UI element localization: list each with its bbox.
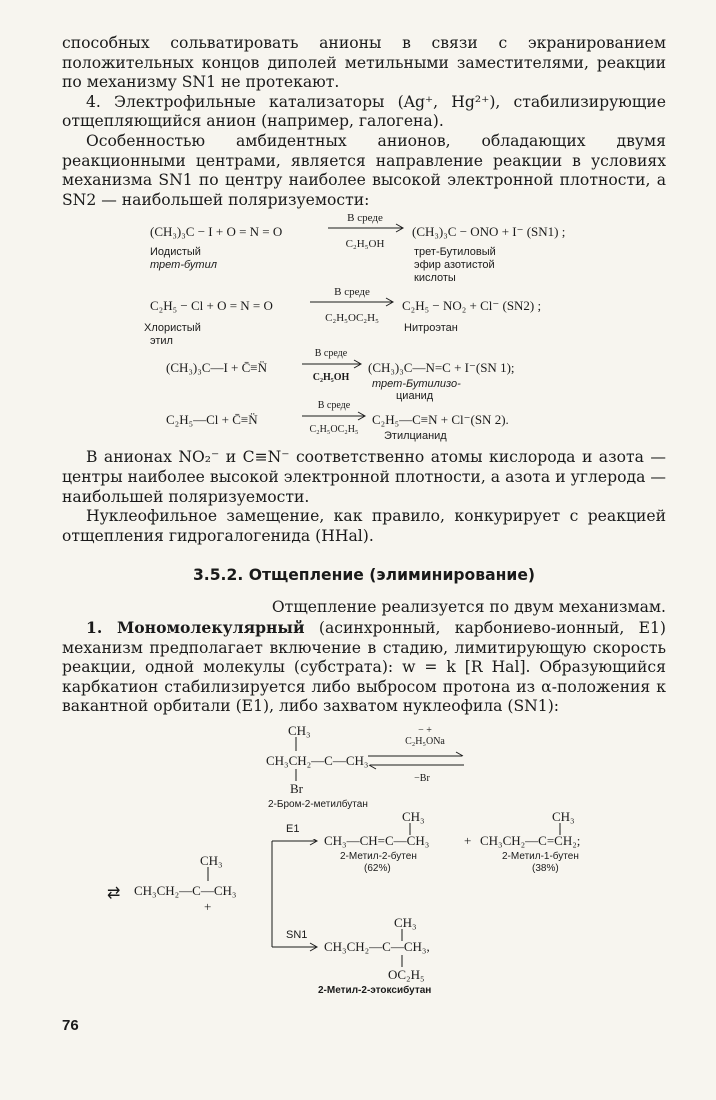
r1-below: C₂H₅OH (345, 238, 385, 251)
s2-sn1-label: SN1 (286, 928, 308, 941)
s1-equilibrium-arrow (368, 749, 466, 773)
r3-name-right-2: цианид (396, 390, 434, 403)
r4-right: C₂H₅—C≡N + Cl⁻(SN 2). (372, 412, 509, 428)
s1-main: CH₃CH₂—C—CH₃ (266, 752, 369, 768)
r2-left: C₂H₅ − Cl + O = N = O (150, 298, 273, 314)
paragraph-7-bold: 1. Мономолекулярный (86, 617, 305, 637)
r1-name-right-1: трет-Бутиловый (414, 246, 496, 259)
r1-above: В среде (347, 212, 383, 225)
paragraph-7-text: (асинхронный, карбониево-ионный, E1) механизм предполагает включение в стадию, лимитирующую скорость реакции, одной молекулы (субстрата): w = k [R Hal]. Образующийся карбкатион стабилизируется либо выбросом протона из α-положения к вакантной орбитали (E1), либо захватом нуклеофила (SN1): (62, 618, 666, 716)
s2-prod3-oet: OC₂H₅ (388, 966, 425, 982)
r4-name-right-1: Этилцианид (384, 430, 447, 443)
r1-name-left-1: Иодистый (150, 246, 201, 259)
r2-name-left-1: Хлористый (144, 322, 201, 335)
s2-prod2-name: 2-Метил-1-бутен (502, 850, 579, 862)
s2-prod1-name: 2-Метил-2-бутен (340, 850, 417, 862)
s1-ch3-top: CH₃ (288, 722, 311, 738)
s1-fwd-charges: − + (418, 724, 432, 736)
s2-prod1: CH₃—CH=C—CH₃ (324, 832, 430, 848)
paragraph-6: Отщепление реализуется по двум механизмам. (271, 598, 666, 617)
s2-prod3: CH₃CH₂—C—CH₃, (324, 938, 430, 954)
page-number: 76 (62, 1017, 79, 1034)
r2-name-left-2: этил (150, 335, 173, 348)
r4-below: C₂H₅OC₂H₅ (309, 424, 359, 436)
r2-name-right-1: Нитроэтан (404, 322, 458, 335)
ambident-reactions (62, 214, 666, 448)
s2-prod2-ch3: CH₃ (552, 808, 575, 824)
s1-br: Br (290, 780, 303, 796)
r4-arrow (302, 410, 368, 422)
r3-name-right-1: трет-Бутилизо- (372, 378, 461, 391)
s2-e1-label: E1 (286, 822, 300, 835)
s1-back: −Br (414, 772, 430, 784)
paragraph-7 (62, 618, 666, 717)
r1-name-left-2: трет-бутил (150, 259, 217, 272)
s2-prod2-yield: (38%) (532, 862, 559, 874)
s1-bond-up (294, 737, 298, 753)
r3-below: C₂H₅OH (312, 372, 350, 384)
s2-cation: CH₃CH₂—C—CH₃ (134, 882, 237, 898)
s2-prod1-yield: (62%) (364, 862, 391, 874)
elimination-scheme (62, 723, 666, 1015)
r3-above: В среде (314, 348, 348, 360)
section-heading: 3.5.2. Отщепление (элиминирование) (192, 566, 536, 585)
r1-right: (CH₃)₃C − ONO + I⁻ (SN1) ; (412, 224, 566, 240)
r2-arrow (310, 296, 396, 308)
r4-above: В среде (317, 400, 351, 412)
s2-cation-bond (206, 867, 210, 883)
paragraph-5: Нуклеофильное замещение, как правило, конкурирует с реакцией отщепления гидрогалогенида (HHal). (62, 507, 666, 545)
page-body (62, 34, 666, 1015)
s2-prod3-name: 2-Метил-2-этоксибутан (318, 984, 432, 996)
r1-name-right-3: кислоты (414, 272, 456, 285)
s2-prod1-ch3: CH₃ (402, 808, 425, 824)
r4-left: C₂H₅—Cl + C̄≡N̈ (166, 412, 258, 428)
r2-above: В среде (334, 286, 370, 299)
r2-right: C₂H₅ − NO₂ + Cl⁻ (SN2) ; (402, 298, 542, 314)
r2-below: C₂H₅OC₂H₅ (325, 312, 379, 325)
s2-eq-arrow: ⇄ (107, 884, 121, 902)
paragraph-3: Особенностью амбидентных анионов, обладающих двумя реакционными центрами, является направление реакции в условиях механизма SN1 по центру наиболее высокой электронной плотности, а SN2 — наибольшей поляризуемости: (62, 131, 666, 209)
s2-cation-ch3: CH₃ (200, 852, 223, 868)
r3-left: (CH₃)₃C—I + C̄≡N̈ (166, 360, 268, 376)
s2-plus: + (204, 898, 212, 914)
r1-name-right-2: эфир азотистой (414, 259, 495, 272)
r1-left: (CH₃)₃C − I + O = N = O (150, 224, 283, 240)
s1-fwd: C₂H₅ONa (405, 735, 445, 747)
paragraph-4: В анионах NO₂⁻ и C≡N⁻ соответственно атомы кислорода и азота — центры наиболее высокой электронной плотности, а азота и углерода — наибольшей поляризуемости. (62, 448, 666, 506)
s2-plus-sign: + (464, 832, 472, 848)
s2-prod3-ch3: CH₃ (394, 914, 417, 930)
r3-arrow (302, 358, 364, 370)
r1-arrow (328, 222, 406, 234)
s1-name: 2-Бром-2-метилбутан (268, 798, 368, 810)
s2-prod2: CH₃CH₂—C=CH₂; (480, 832, 581, 848)
paragraph-1: способных сольватировать анионы в связи с экранированием положительных концов диполей метильными заместителями, реакции по механизму SN1 не протекают. (62, 34, 666, 92)
paragraph-2: 4. Электрофильные катализаторы (Ag⁺, Hg²⁺), стабилизирующие отщепляющийся анион (например, галогена). (62, 92, 666, 131)
r3-right: (CH₃)₃C—N=C + I⁻(SN 1); (368, 360, 515, 376)
